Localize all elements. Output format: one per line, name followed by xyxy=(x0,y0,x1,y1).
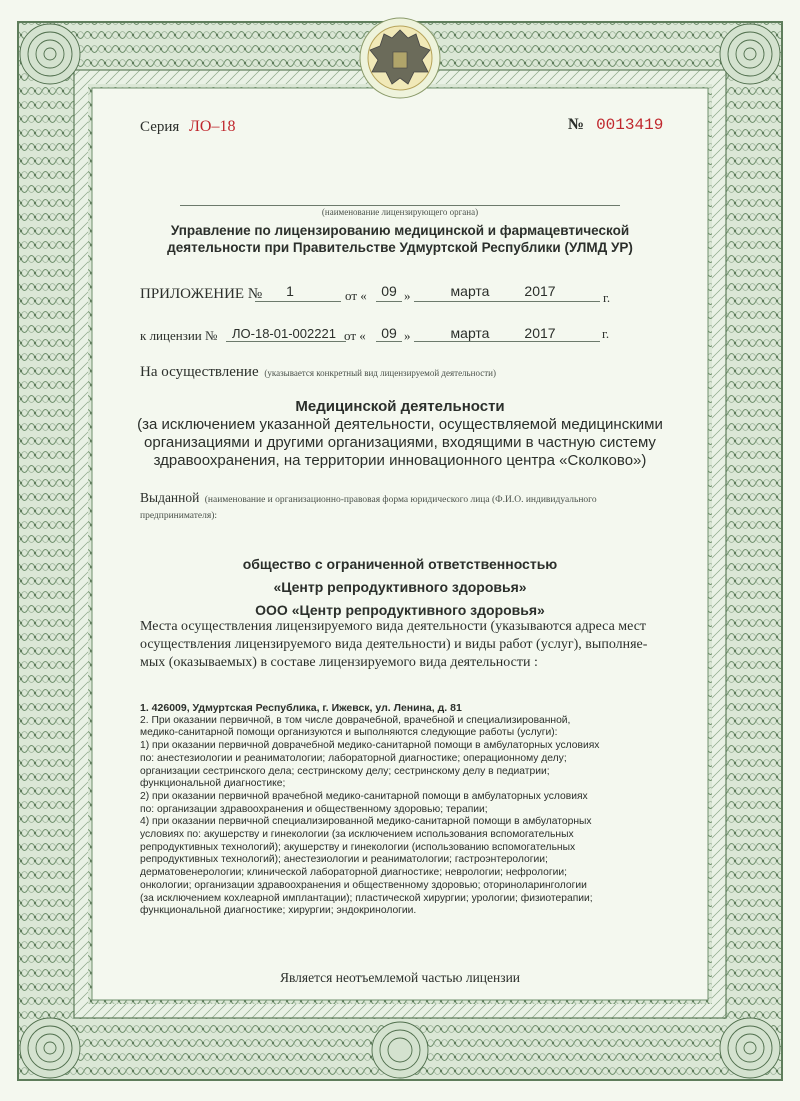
license-year-suffix: г. xyxy=(602,326,610,341)
detail-line: функциональной диагностике; хирургии; эндокринологии. xyxy=(140,905,417,917)
detail-line: репродуктивных технологий); анестезиологии и реаниматологии; гастроэнтерологии; xyxy=(140,854,548,866)
activity-caption: (указывается конкретный вид лицензируемой деятельности) xyxy=(264,368,496,378)
places-line-1: Места осуществления лицензируемого вида деятельности (указываются адреса мест xyxy=(140,619,647,634)
appendix-year-suffix: г. xyxy=(603,290,611,305)
places-line-3: мых (оказываемых) в составе лицензируемого вида деятельности : xyxy=(140,655,538,670)
license-close-quote: » xyxy=(404,328,411,343)
detail-line: 1) при оказании первичной доврачебной медико-санитарной помощи в амбулаторных условиях xyxy=(140,740,600,752)
russian-coat-of-arms-icon xyxy=(360,18,440,98)
series-label: Серия xyxy=(140,119,180,135)
number-label: № xyxy=(568,116,585,133)
issued-caption-1: (наименование и организационно-правовая форма юридического лица (Ф.И.О. индивидуального xyxy=(204,495,597,505)
appendix-month: марта xyxy=(450,283,490,299)
issuer-underline xyxy=(180,205,620,206)
appendix-year: 2017 xyxy=(524,283,556,299)
detail-line: организации сестринского дела; сестринскому делу; сестринскому делу в педиатрии; xyxy=(140,765,550,777)
detail-line: 4) при оказании первичной специализированной медико-санитарной помощи в амбулаторных xyxy=(140,816,592,828)
detail-line: репродуктивных технологий); акушерству и гинекологии (использованию вспомогательных xyxy=(140,841,576,853)
license-label: к лицензии № xyxy=(140,328,218,343)
series-value: ЛО–18 xyxy=(189,118,236,135)
activity-line-3: здравоохранения, на территории инновационного центра «Сколково») xyxy=(153,452,647,469)
issuer-caption: (наименование лицензирующего органа) xyxy=(321,207,479,217)
appendix-from-label: от « xyxy=(345,288,367,303)
issuer-line-1: Управление по лицензированию медицинской и фармацевтической xyxy=(170,223,630,238)
address-line: 1. 426009, Удмуртская Республика, г. Ижевск, ул. Ленина, д. 81 xyxy=(140,702,462,714)
appendix-number: 1 xyxy=(286,283,294,299)
license-day: 09 xyxy=(381,325,397,341)
activity-line-1: (за исключением указанной деятельности, осуществляемой медицинскими xyxy=(137,416,663,433)
activity-label: На осуществление xyxy=(140,364,259,380)
org-name-full: общество с ограниченной ответственностью xyxy=(242,556,558,572)
license-year: 2017 xyxy=(524,325,556,341)
org-name-quoted: «Центр репродуктивного здоровья» xyxy=(273,579,527,595)
detail-line: по: организации здравоохранения и общественному здоровью; терапии; xyxy=(140,803,488,815)
detail-line: онкологии; организации здравоохранения и общественному здоровью; оториноларингологии xyxy=(140,879,587,891)
appendix-close-quote: » xyxy=(404,288,411,303)
license-number: ЛО-18-01-002221 xyxy=(232,326,336,341)
detail-line: функциональной диагностике; xyxy=(140,778,286,790)
number-value: 0013419 xyxy=(596,116,664,134)
issued-label: Выданной xyxy=(140,490,200,505)
detail-line: (за исключением кохлеарной имплантации); пластической хирургии; урологии; физиотерапии; xyxy=(140,892,593,904)
detail-line: 2. При оказании первичной, в том числе доврачебной, врачебной и специализированной, xyxy=(140,714,571,726)
places-line-2: осуществления лицензируемого вида деятельности) и виды работ (услуг), выполняе- xyxy=(140,637,648,652)
activity-title: Медицинской деятельности xyxy=(295,398,505,415)
license-from-label: от « xyxy=(344,328,366,343)
org-name-short: ООО «Центр репродуктивного здоровья» xyxy=(255,602,545,618)
detail-line: по: анестезиологии и реаниматологии; лабораторной диагностике; операционному делу; xyxy=(140,752,567,764)
appendix-day: 09 xyxy=(381,283,397,299)
detail-line: 2) при оказании первичной врачебной медико-санитарной помощи в амбулаторных условиях xyxy=(140,790,588,802)
issuer-line-2: деятельности при Правительстве Удмуртской Республики (УЛМД УР) xyxy=(167,240,633,255)
appendix-label: ПРИЛОЖЕНИЕ № xyxy=(140,286,263,302)
footer-text: Является неотъемлемой частью лицензии xyxy=(279,970,521,985)
detail-line: условиях по: акушерству и гинекологии (за исключением использования вспомогательных xyxy=(140,829,574,841)
detail-line: медико-санитарной помощи организуются и выполняются следующие работы (услуги): xyxy=(140,727,558,739)
license-month: марта xyxy=(450,325,490,341)
detail-line: дерматовенерологии; клинической лабораторной диагностике; неврологии; нефрологии; xyxy=(140,867,567,879)
activity-line-2: организациями и другими организациями, входящими в частную систему xyxy=(144,434,656,451)
issued-caption-2: предпринимателя): xyxy=(140,511,218,521)
